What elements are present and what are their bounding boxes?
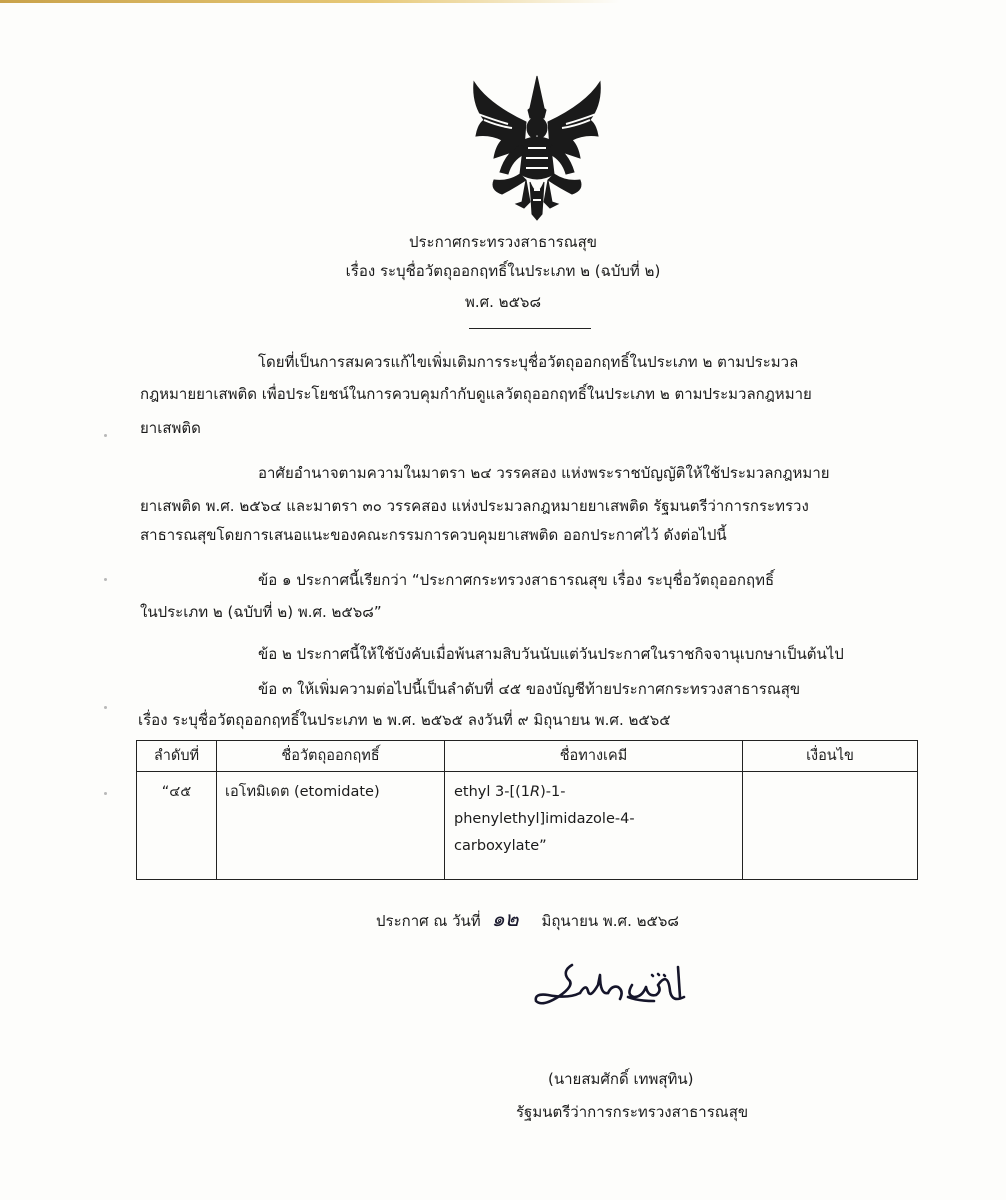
cell-substance-name: เอโทมิเดต (etomidate) [217, 772, 445, 880]
cell-order: “๔๕ [137, 772, 217, 880]
paragraph-line: สาธารณสุขโดยการเสนอแนะของคณะกรรมการควบคุมยาเสพติด ออกประกาศไว้ ดังต่อไปนี้ [140, 526, 727, 544]
substance-table [136, 740, 918, 880]
paragraph-line: ยาเสพติด พ.ศ. ๒๕๖๔ และมาตรา ๓๐ วรรคสอง แห่งประมวลกฎหมายยาเสพติด รัฐมนตรีว่าการกระทรวง [140, 497, 809, 515]
paragraph-line: ยาเสพติด [140, 419, 201, 437]
handwritten-signature-icon [528, 957, 708, 1023]
chemical-name-line: carboxylate” [454, 838, 547, 854]
table-header-row [137, 741, 918, 772]
paragraph-line: ในประเภท ๒ (ฉบับที่ ๒) พ.ศ. ๒๕๖๘” [140, 603, 382, 621]
announcement-date [376, 903, 679, 936]
paragraph-line: โดยที่เป็นการสมควรแก้ไขเพิ่มเติมการระบุชื่อวัตถุออกฤทธิ์ในประเภท ๒ ตามประมวล [258, 353, 799, 371]
announce-month-year: มิถุนายน พ.ศ. ๒๕๖๘ [541, 912, 679, 930]
chemical-name-line: ethyl 3-[(1R)-1- [454, 784, 566, 800]
signer-title: รัฐมนตรีว่าการกระทรวงสาธารณสุข [516, 1103, 749, 1121]
handwritten-day: ๑๒ [491, 907, 519, 931]
paragraph-line: ข้อ ๒ ประกาศนี้ให้ใช้บังคับเมื่อพ้นสามสิบวันนับแต่วันประกาศในราชกิจจานุเบกษาเป็นต้นไป [258, 645, 844, 663]
year-line: พ.ศ. ๒๕๖๘ [464, 293, 542, 311]
paragraph-line: กฎหมายยาเสพติด เพื่อประโยชน์ในการควบคุมกำกับดูแลวัตถุออกฤทธิ์ในประเภท ๒ ตามประมวลกฎหมาย [140, 385, 812, 403]
subject-title: เรื่อง ระบุชื่อวัตถุออกฤทธิ์ในประเภท ๒ (ฉบับที่ ๒) [345, 262, 661, 280]
header-chemical-name: ชื่อทางเคมี [445, 741, 743, 772]
signer-name: (นายสมศักดิ์ เทพสุทิน) [548, 1070, 694, 1088]
scan-speck [104, 792, 107, 795]
header-substance-name: ชื่อวัตถุออกฤทธิ์ [217, 741, 445, 772]
paragraph-line: ข้อ ๑ ประกาศนี้เรียกว่า “ประกาศกระทรวงสาธารณสุข เรื่อง ระบุชื่อวัตถุออกฤทธิ์ [258, 571, 775, 589]
garuda-emblem-icon [468, 74, 606, 222]
cell-condition [743, 772, 918, 880]
paragraph-line: เรื่อง ระบุชื่อวัตถุออกฤทธิ์ในประเภท ๒ พ.ศ. ๒๕๖๕ ลงวันที่ ๙ มิถุนายน พ.ศ. ๒๕๖๕ [138, 711, 671, 729]
chemical-name-line: phenylethyl]imidazole-4- [454, 811, 635, 827]
table-row [137, 772, 918, 880]
header-order: ลำดับที่ [137, 741, 217, 772]
announce-prefix: ประกาศ ณ วันที่ [376, 912, 481, 930]
scan-speck [104, 706, 107, 709]
paragraph-line: อาศัยอำนาจตามความในมาตรา ๒๔ วรรคสอง แห่งพระราชบัญญัติให้ใช้ประมวลกฎหมาย [258, 464, 830, 482]
header-condition: เงื่อนไข [743, 741, 918, 772]
paragraph-line: ข้อ ๓ ให้เพิ่มความต่อไปนี้เป็นลำดับที่ ๔๕ ของบัญชีท้ายประกาศกระทรวงสาธารณสุข [258, 680, 801, 698]
cell-chemical-name [445, 772, 743, 880]
scan-speck [104, 578, 107, 581]
scan-speck [104, 434, 107, 437]
issuer-title: ประกาศกระทรวงสาธารณสุข [408, 233, 598, 251]
title-divider [469, 328, 591, 329]
